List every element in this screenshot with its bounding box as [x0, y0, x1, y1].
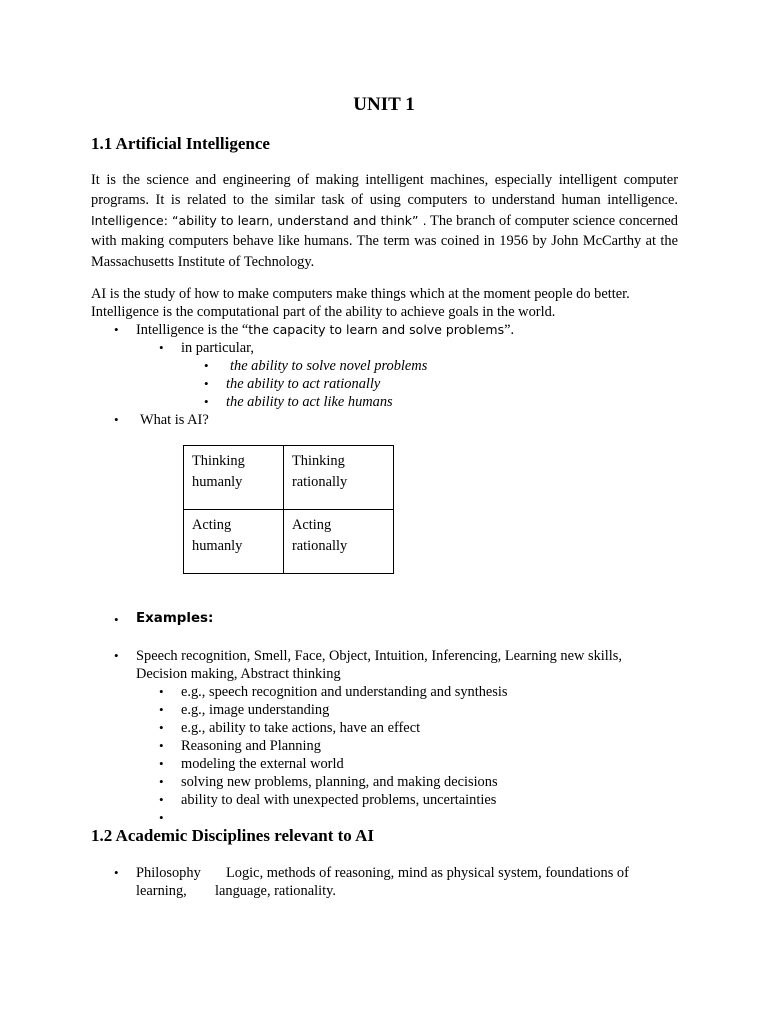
- section-2-heading: 1.2 Academic Disciplines relevant to AI: [91, 826, 374, 845]
- bullet: •: [114, 865, 119, 880]
- bullet: •: [159, 774, 164, 789]
- philosophy-line-2a: learning,: [136, 883, 187, 899]
- intro-text-a: It is the science and engineering of making intelligent machines, especially intelligent computer programs. It is related to the similar task of using computers to understand human intelligence.: [91, 172, 678, 209]
- unit-title: UNIT 1: [353, 94, 415, 115]
- intelligence-definition: Intelligence: “ability to learn, understand and think” .: [91, 212, 427, 228]
- bullet: •: [204, 376, 209, 391]
- bullet: •: [114, 648, 119, 663]
- list-item-ability: the ability to act like humans: [226, 394, 393, 410]
- list-item-example: e.g., speech recognition and understanding and synthesis: [181, 684, 508, 700]
- table-cell: Acting humanly: [184, 510, 284, 574]
- table-cell: Thinking rationally: [284, 446, 394, 510]
- bullet: •: [159, 756, 164, 771]
- list-item-example: solving new problems, planning, and making decisions: [181, 774, 498, 790]
- table-cell: Thinking humanly: [184, 446, 284, 510]
- table-row: [184, 510, 394, 574]
- list-item-example: ability to deal with unexpected problems, uncertainties: [181, 792, 497, 808]
- list-item-ability: the ability to act rationally: [226, 376, 381, 392]
- examples-intro-line-2: Decision making, Abstract thinking: [136, 666, 341, 682]
- philosophy-line-1: Logic, methods of reasoning, mind as physical system, foundations of: [226, 865, 629, 881]
- bullet: •: [159, 702, 164, 717]
- intro-paragraph: [91, 170, 678, 272]
- ai-categories-table: [183, 445, 394, 574]
- list-item-example: Reasoning and Planning: [181, 738, 321, 754]
- list-item-intelligence: Intelligence is the “the capacity to learn and solve problems”.: [136, 322, 515, 338]
- philosophy-line-2b: language, rationality.: [215, 883, 336, 899]
- list-item-example: e.g., image understanding: [181, 702, 330, 718]
- bullet: •: [159, 340, 164, 355]
- list-item-ability: the ability to solve novel problems: [230, 358, 428, 374]
- bullet: •: [159, 684, 164, 699]
- bullet: •: [114, 412, 119, 427]
- ai-study-line-1: AI is the study of how to make computers make things which at the moment people do better.: [91, 286, 630, 302]
- bullet: •: [159, 720, 164, 735]
- examples-label: Examples:: [136, 611, 214, 626]
- bullet: •: [114, 612, 119, 627]
- bullet: •: [159, 738, 164, 753]
- examples-intro-line-1: Speech recognition, Smell, Face, Object, Intuition, Inferencing, Learning new skills,: [136, 648, 622, 664]
- table-row: [184, 446, 394, 510]
- bullet: •: [114, 322, 119, 337]
- philosophy-label: Philosophy: [136, 865, 201, 881]
- list-item-example: modeling the external world: [181, 756, 344, 772]
- ai-study-paragraph: [91, 285, 691, 321]
- section-1-heading: 1.1 Artificial Intelligence: [91, 134, 270, 153]
- table-cell: Acting rationally: [284, 510, 394, 574]
- intro-text-c: The branch of computer science concerned with making computers behave like humans. The term was coined in 1956 by John McCarthy at the Massachusetts Institute of Technology.: [91, 212, 678, 270]
- ai-study-line-2: Intelligence is the computational part of the ability to achieve goals in the world.: [91, 304, 556, 320]
- bullet: •: [204, 358, 209, 373]
- list-item-example: e.g., ability to take actions, have an effect: [181, 720, 421, 736]
- list-item-what-is-ai: What is AI?: [140, 412, 209, 428]
- bullet: •: [159, 792, 164, 807]
- list-item-in-particular: in particular,: [181, 340, 254, 356]
- bullet: •: [204, 394, 209, 409]
- bullet: •: [159, 810, 164, 825]
